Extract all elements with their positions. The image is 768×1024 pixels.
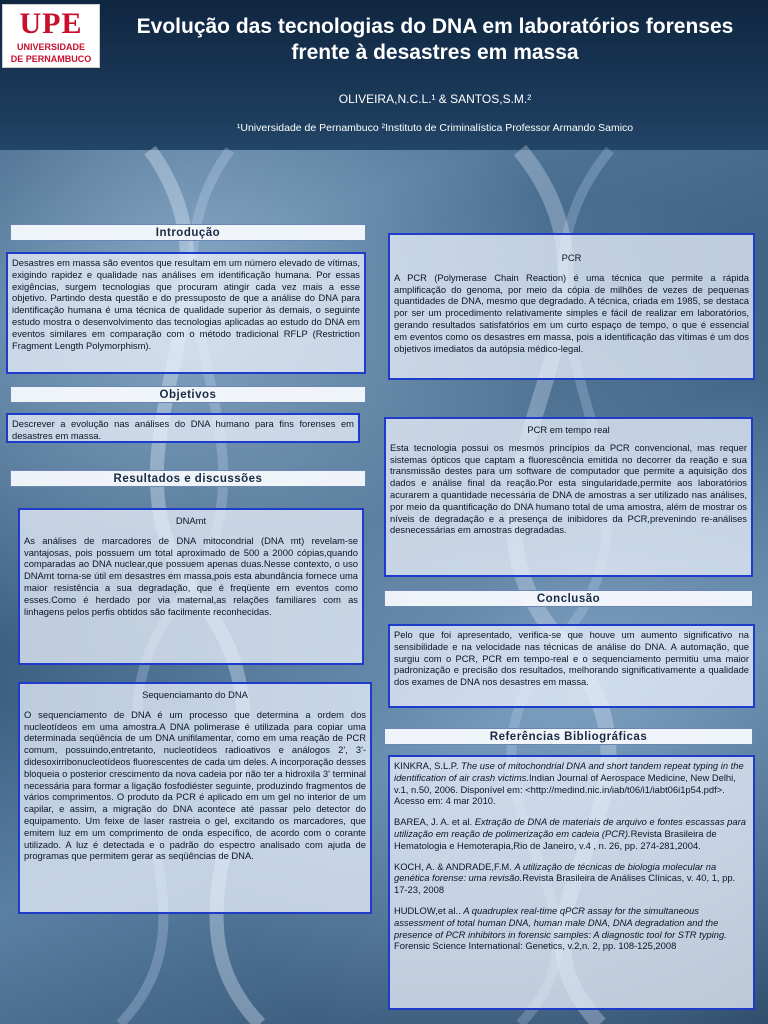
poster-title: Evolução das tecnologias do DNA em laboratórios forenses frente à desastres em massa	[136, 15, 734, 64]
objetivos-box	[6, 413, 360, 443]
sequenciamento-box	[18, 682, 372, 914]
logo-text-line2: DE PERNAMBUCO	[10, 54, 92, 64]
resultados-heading: Resultados e discussões	[10, 470, 366, 487]
reference-item: BAREA, J. A. et al. Extração de DNA de materiais de arquivo e fontes escassas para utilização em reação de polimerização em cadeia (PCR).Revista Brasileira de Hematologia e Hemoterapia,Rio de Janeiro, v.4 , n. 26, pp. 274-281,2004.	[394, 816, 746, 851]
referencias-box	[388, 755, 755, 1010]
sequenciamento-text: O sequenciamento de DNA é um processo que determina a ordem dos nucleotídeos em uma amostra.A DNA polimerase é utilizada para copiar uma determinada seqüência de um DNA unifilamentar, como em uma reação de PCR comum, possuindo,entretanto, nucleotídeos radioativos e análogos 2', 3'-didesoxirribonucleotídeos fluorescentes de cada um deles. A incorporação desses bloqueia o posterior crescimento da nova cadeia por não ter a hidroxila 3' terminal necessária para formar a ligação fosfodiéster seguinte, produzindo fragmentos de vários comprimentos. O produto da PCR é aplicado em um gel no interior de um capilar, e assim, a migração do DNA acontece até passar pelo detector do equipamento. Um feixe de laser rastreia o gel, excitando os marcadores, que emitem luz em um comprimento de onda específico, de acordo com o corante utilizado. A luz é detectada e o padrão do espectro analisado com ajuda de programas que permitem gerar as seqüências de DNA.	[24, 708, 366, 862]
objetivos-heading: Objetivos	[10, 386, 366, 403]
affiliations: ¹Universidade de Pernambuco ²Instituto de Criminalística Professor Armando Samico	[236, 122, 634, 134]
pcr-tempo-real-title: PCR em tempo real	[527, 424, 610, 435]
introducao-heading: Introdução	[10, 224, 366, 241]
dnamt-title: DNAmt	[175, 515, 207, 526]
conclusao-box	[388, 624, 755, 708]
introducao-box	[6, 252, 366, 374]
sequenciamento-title: Sequenciamanto do DNA	[142, 689, 248, 700]
reference-item: KINKRA, S.L.P. The use of mitochondrial DNA and short tandem repeat typing in the identification of air crash victims.Indian Journal of Aerospace Medicine, New Delhi, v.1, n.50, 2006. Disponível em: <http://medind.nic.in/iab/t06/i1/iabt06i1p54.pdf>. Acesso em: 4 mar 2010.	[394, 760, 744, 807]
conclusao-heading: Conclusão	[384, 590, 753, 607]
authors: OLIVEIRA,N.C.L.¹ & SANTOS,S.M.²	[338, 92, 532, 106]
referencias-heading: Referências Bibliográficas	[384, 728, 753, 745]
pcr-tempo-real-text: Esta tecnologia possui os mesmos princípios da PCR convencional, mas requer sistemas ópticos que captam a fluorescência emitida no decorrer da reação e sua transmissão destes para um software de computador que permite a aquisição dos dados e análise final da reação.Por esta singularidade,permite aos laboratórios acurarem a quantidade necessária de DNA de amostras a ser utilizado nas análises, por meio da quantificação do DNA humano total de uma amostra, além de mostrar os níveis de degradação e a presença de inibidores da PCR,prevenindo re-análises desnecessárias em amostras degradadas.	[390, 441, 747, 536]
pcr-tempo-real-box	[384, 417, 753, 577]
pcr-title: PCR	[561, 252, 582, 263]
dnamt-box	[18, 508, 364, 665]
logo-mark: UPE	[19, 7, 83, 40]
reference-item: HUDLOW,et al.. A quadruplex real-time qPCR assay for the simultaneous assessment of total human DNA, human male DNA, DNA degradation and the presence of PCR inhibitors in forensic samples: A diagnostic tool for STR typing. Forensic Science International: Genetics, v.2,n. 2, pp. 108-125,2008	[394, 904, 727, 952]
conclusao-text: Pelo que foi apresentado, verifica-se que houve um aumento significativo na sensibilidade e na velocidade nas técnicas de análise do DNA. A automação, que surgiu com o PCR, PCR em tempo-real e o sequenciamento permitiu uma maior padronização e precisão dos resultados, melhorando significativamente a qualidade dos exames de DNA nos desastres em massa.	[394, 629, 749, 688]
introducao-text: Desastres em massa são eventos que resultam em um número elevado de vítimas, exigindo rapidez e qualidade nas análises em identificação humana. Por essas exigências, surgem tecnologias que procuram atingir cada vez mais a esse objetivo. Partindo desta questão e do pressuposto de que a análise do DNA para identificação humana é uma técnica de qualidade superior às demais, o seguinte estudo mostra o desenvolvimento das tecnologias aplicadas ao estudo do DNA em eventos similares em comparação com o método tradicional RFLP (Restriction Fragment Length Polymorphism).	[12, 257, 360, 351]
logo-text-line1: UNIVERSIDADE	[16, 42, 85, 52]
objetivos-text: Descrever a evolução nas análises do DNA humano para fins forenses em desastres em massa.	[12, 418, 354, 441]
dnamt-text: As análises de marcadores de DNA mitocondrial (DNA mt) revelam-se vantajosas, pois possuem um total aproximado de 500 a 2000 cópias,quando comparadas ao DNA nuclear,que possuem apenas duas.Nesse contexto, o uso DNAmt torna-se útil em desastres em massa,pois esta abundância fornece uma maior resistência a sua degradação, que é freqüente em eventos como esses.Como é herdado por via maternal,as relações familiares com as linhagens pelos perfis obtidos são facilmente reconhecidas.	[24, 534, 358, 617]
reference-item: KOCH, A. & ANDRADE,F.M. A utilização de técnicas de biologia molecular na genética forense: uma revisão.Revista Brasileira de Análises Clínicas, v. 40, 1, pp. 17-23, 2008	[394, 860, 736, 896]
university-logo	[2, 4, 100, 68]
pcr-text: A PCR (Polymerase Chain Reaction) é uma técnica que permite a rápida amplificação do genoma, por meio da cópia de milhões de vezes de pequenas quantidades de DNA, mesmo que degradado. A técnica, criada em 1985, se destaca por ser um procedimento relativamente simples e fácil de realizar em laboratórios, gerando resultados satisfatórios em um curto espaço de tempo, o que é essencial em eventos como os desastres em massa, pois a identificação das vítimas é um dos objetivos imediatos da autópsia médico-legal.	[394, 271, 749, 354]
pcr-box	[388, 233, 755, 380]
